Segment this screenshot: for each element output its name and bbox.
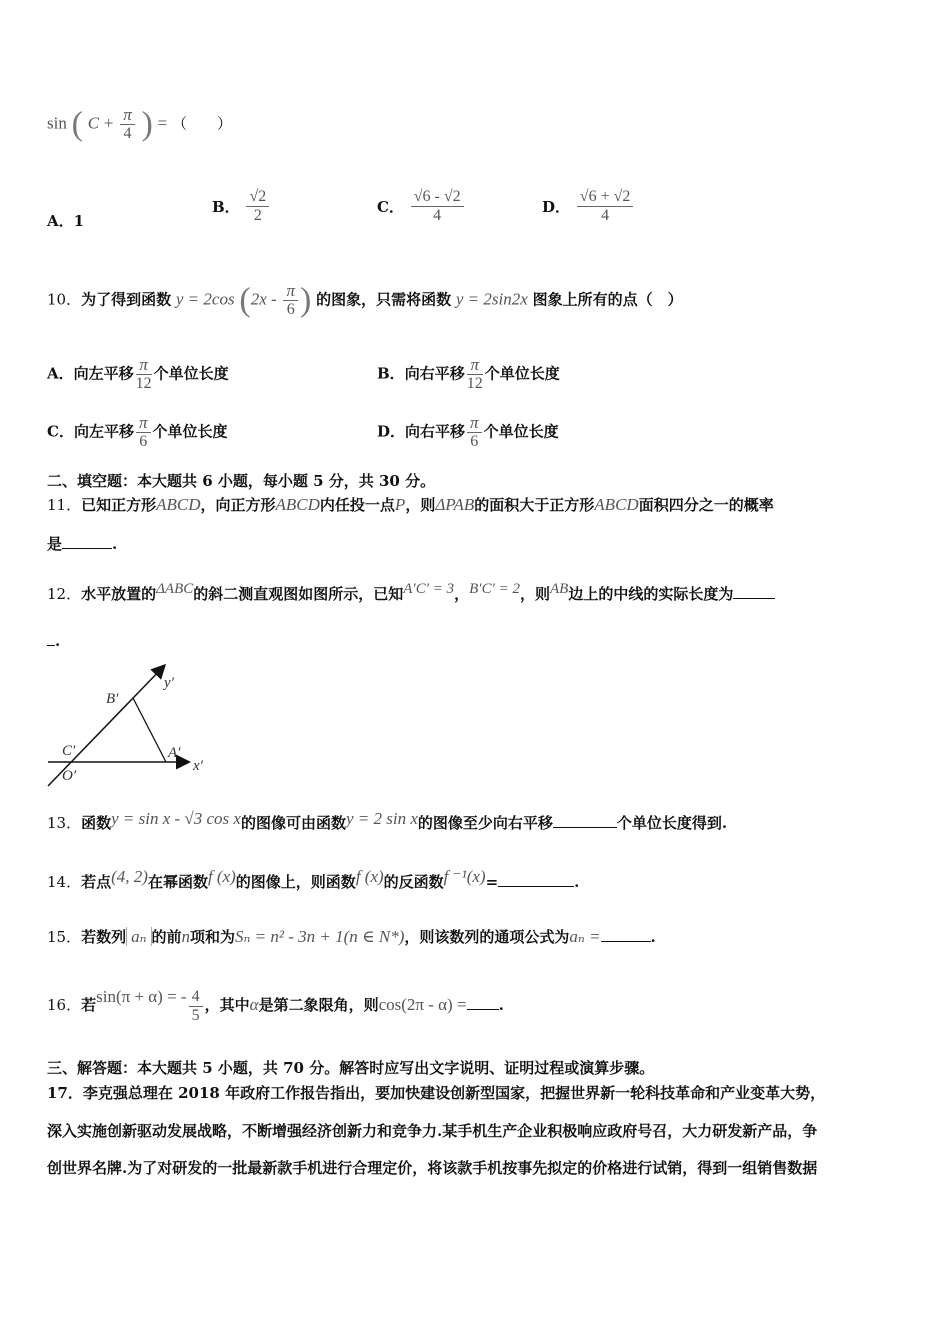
q10-option-a: A．向左平移 $\frac{\pi}{12}$ 个单位长度 — [47, 355, 229, 392]
q13-blank[interactable] — [553, 813, 617, 828]
section3-heading: 三、解答题：本大题共 5 小题，共 70 分。解答时应写出文字说明、证明过程或演算步骤。 — [47, 1059, 655, 1077]
q9-option-b: B． $\frac{√2}{2}$ — [212, 188, 271, 225]
q13-stem: 13．函数y = sin x - √3 cos x的图像可由函数y = 2 sin x的图像至少向右平移 个单位长度得到. — [47, 809, 728, 832]
q9-option-a: A．1 — [47, 212, 85, 230]
q14-stem: 14．若点(4, 2)在幂函数f (x)的图像上，则函数f (x)的反函数f ⁻¹(x)= . — [47, 867, 580, 891]
q10-option-c: C．向左平移 $\frac{\pi}{6}$ 个单位长度 — [47, 413, 228, 450]
q11-blank[interactable] — [62, 534, 112, 549]
q9-option-c: C． $\frac{√6 - √2}{4}$ — [377, 188, 466, 225]
q9-answer-paren: （ ） — [172, 114, 233, 133]
q17-line-2: 深入实施创新驱动发展战略，不断增强经济创新力和竞争力.某手机生产企业积极响应政府号召，大力研发新产品，争 — [47, 1122, 818, 1140]
q12-figure — [40, 660, 220, 790]
q9-fn: sin — [47, 113, 67, 133]
q12-blank[interactable] — [733, 584, 775, 599]
q15-blank[interactable] — [601, 927, 651, 942]
q9-option-d: D． $\frac{√6 + √2}{4}$ — [542, 188, 635, 225]
q17-line-1: 17．李克强总理在 2018 年政府工作报告指出，要加快建设创新型国家，把握世界新一轮科技革命和产业变革大势， — [47, 1084, 826, 1102]
q11-stem: 11．已知正方形ABCD，向正方形ABCD内任投一点P，则ΔPAB的面积大于正方形ABCD面积四分之一的概率 — [47, 495, 774, 514]
q17-line-3: 创世界名牌.为了对研发的一批最新款手机进行合理定价，将该款手机按事先拟定的价格进行试销，得到一组销售数据 — [47, 1159, 818, 1177]
q10-option-d: D．向右平移 $\frac{\pi}{6}$ 个单位长度 — [377, 413, 559, 450]
q12-stem-2: . — [47, 630, 60, 652]
q10-stem: 10．为了得到函数 y = 2cos (2x - $\frac{\pi}{6}$ ) 的图象，只需将函数 y = 2sin2x 图象上所有的点（ ） — [47, 281, 683, 319]
q12-stem: 12．水平放置的ΔABC的斜二测直观图如图所示，已知A′C′ = 3，B′C′ = 2，则AB边上的中线的实际长度为 — [47, 578, 775, 605]
label-c: C′ — [62, 743, 76, 759]
q10-option-b: B．向右平移 $\frac{\pi}{12}$ 个单位长度 — [377, 355, 560, 392]
q9-stem: sin ( C + $\frac{\pi}{4}$ ) = （ ） — [47, 105, 233, 143]
label-y: y′ — [164, 675, 174, 691]
segment-ba — [133, 698, 166, 762]
q9-var: C — [87, 113, 100, 133]
label-b: B′ — [106, 691, 119, 707]
label-a: A′ — [168, 745, 181, 761]
label-x: x′ — [193, 758, 203, 774]
q11-stem-2: 是 . — [47, 535, 118, 553]
q16-blank[interactable] — [467, 995, 499, 1010]
label-o: O′ — [62, 768, 77, 784]
section2-heading: 二、填空题：本大题共 6 小题，每小题 5 分，共 30 分。 — [47, 472, 436, 490]
q9-fraction: $\frac{\pi}{4}$ — [120, 106, 135, 143]
q16-stem: 16．若sin(π + α) = - $\frac{4}{5}$ ，其中α是第二象限角，则cos(2π - α) = . — [47, 987, 504, 1024]
q15-stem: 15．若数列 aₙ 的前n项和为Sₙ = n² - 3n + 1(n ∈ N*)，则该数列的通项公式为aₙ = . — [47, 927, 656, 946]
q14-blank[interactable] — [498, 872, 574, 887]
